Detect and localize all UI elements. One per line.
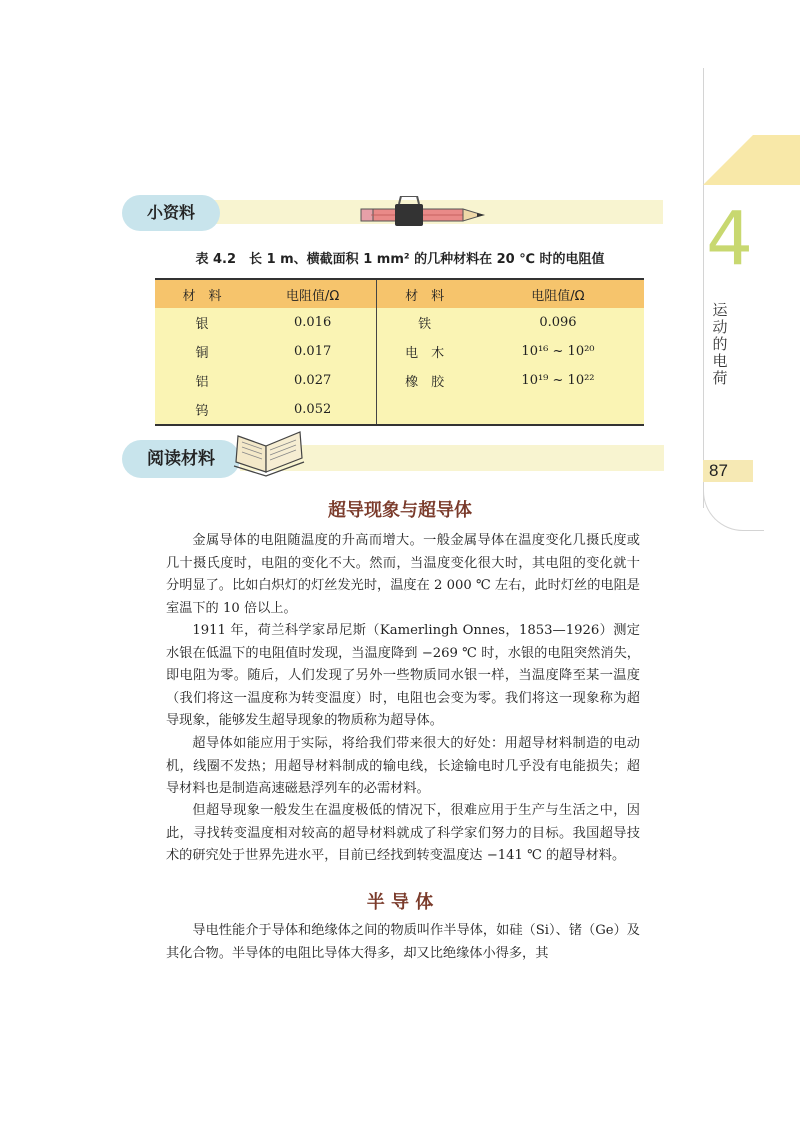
reading-title: 超导现象与超导体 xyxy=(328,500,472,521)
reading-label: 阅读材料 xyxy=(122,440,240,478)
open-book-icon xyxy=(230,428,310,480)
paragraph: 金属导体的电阻随温度的升高而增大。一般金属导体在温度变化几摄氏度或几十摄氏度时，电阻的变化不大。然而，当温度变化很大时，其电阻的变化就十分明显了。比如白炽灯的灯丝发光时，温度在 2 000 ℃ 左右，此时灯丝的电阻是室温下的 10 倍以上。 xyxy=(166,533,640,616)
table-cell: 10¹⁶ ~ 10²⁰ xyxy=(521,344,595,359)
table-cell: 0.017 xyxy=(294,344,332,359)
table-row xyxy=(155,395,644,425)
table-cell: 铜 xyxy=(195,346,209,361)
chapter-title: 运动的电荷 xyxy=(712,301,728,387)
table-cell: 0.027 xyxy=(294,373,332,388)
table-cell xyxy=(377,395,472,425)
table-cell: 铁 xyxy=(377,308,472,337)
column-header: 材 料 xyxy=(155,279,249,308)
table-header-row xyxy=(155,279,644,308)
column-header: 电阻值/Ω xyxy=(472,279,644,308)
table-cell: 橡 胶 xyxy=(377,366,472,395)
table-cell: 0.096 xyxy=(539,315,577,330)
table-cell: 钨 xyxy=(195,404,209,419)
table-row xyxy=(155,366,644,395)
column-header: 材 料 xyxy=(377,279,472,308)
paragraph: 导电性能介于导体和绝缘体之间的物质叫作半导体，如硅（Si）、锗（Ge）及其化合物。半导体的电阻比导体大得多，却又比绝缘体小得多，其 xyxy=(166,923,640,961)
table-cell: 10¹⁹ ~ 10²² xyxy=(521,373,595,388)
page-number: 87 xyxy=(709,461,728,480)
pencil-clip-icon xyxy=(357,196,489,232)
table-cell: 0.052 xyxy=(294,402,332,417)
table-row xyxy=(155,337,644,366)
margin-line xyxy=(703,68,704,508)
paragraph: 1911 年，荷兰科学家昂尼斯（Kamerlingh Onnes，1853—1926）测定水银在低温下的电阻值时发现，当温度降到 −269 ℃ 时，水银的电阻突然消失，即电阻为零。随后，人们发现了另外一些物质同水银一样，当温度降至某一温度（我们将这一温度称为转变温度）时，电阻也会变为零。我们将这一现象称为超导现象，能够发生超导现象的物质称为超导体。 xyxy=(166,623,640,728)
paragraph: 超导体如能应用于实际，将给我们带来很大的好处：用超导材料制造的电动机，线圈不发热；用超导材料制成的输电线，长途输电时几乎没有电能损失；超导材料也是制造高速磁悬浮列车的必需材料。 xyxy=(166,736,640,796)
paragraph: 但超导现象一般发生在温度极低的情况下，很难应用于生产与生活之中，因此，寻找转变温度相对较高的超导材料就成了科学家们努力的目标。我国超导技术的研究处于世界先进水平，目前已经找到转变温度达 −141 ℃ 的超导材料。 xyxy=(166,803,640,863)
column-header: 电阻值/Ω xyxy=(249,279,377,308)
margin-curve xyxy=(703,480,764,531)
resistance-table xyxy=(155,278,644,426)
table-cell: 银 xyxy=(195,317,209,332)
table-cell xyxy=(472,395,644,425)
info-label: 小资料 xyxy=(122,195,220,231)
table-cell: 铝 xyxy=(195,375,209,390)
section-title: 半 导 体 xyxy=(366,892,434,913)
chapter-corner-fill xyxy=(753,135,800,185)
table-caption: 表 4.2 长 1 m、横截面积 1 mm² 的几种材料在 20 ℃ 时的电阻值 xyxy=(195,252,605,267)
table-cell: 0.016 xyxy=(294,315,332,330)
table-row xyxy=(155,308,644,337)
table-cell: 电 木 xyxy=(377,337,472,366)
chapter-corner xyxy=(703,135,753,185)
chapter-number: 4 xyxy=(706,196,754,282)
